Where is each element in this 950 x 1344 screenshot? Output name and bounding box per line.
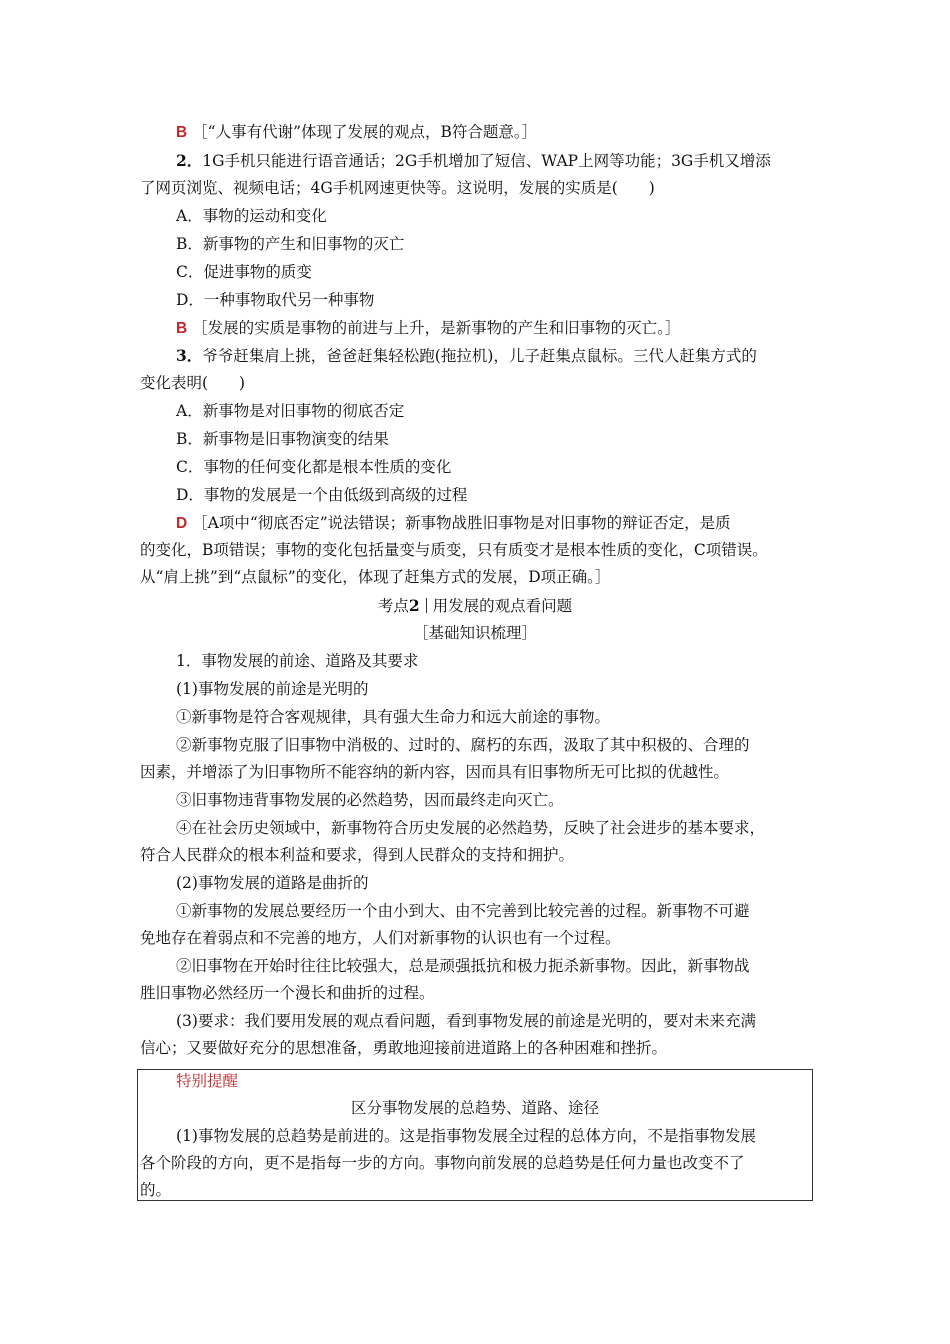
q2-option-b: B．新事物的产生和旧事物的灭亡 bbox=[176, 235, 405, 253]
q3-option-b: B．新事物是旧事物演变的结果 bbox=[176, 430, 389, 448]
paragraph-2-line1: ②新事物克服了旧事物中消极的、过时的、腐朽的东西，汲取了其中积极的、合理的 bbox=[176, 736, 750, 754]
q3-answer-line3: 从“肩上挑”到“点鼠标”的变化，体现了赶集方式的发展，D项正确。］ bbox=[140, 568, 611, 586]
section-subtitle: ［基础知识梳理］ bbox=[412, 624, 537, 642]
q3-stem-line1 bbox=[176, 346, 757, 366]
q1-answer-line bbox=[176, 122, 537, 143]
heading-1: 1．事物发展的前途、道路及其要求 bbox=[176, 652, 419, 670]
paragraph-5-line1: ①新事物的发展总要经历一个由小到大、由不完善到比较完善的过程。新事物不可避 bbox=[176, 902, 750, 920]
q2-answer-line bbox=[176, 318, 680, 339]
paragraph-4-line1: ④在社会历史领域中，新事物符合历史发展的必然趋势，反映了社会进步的基本要求， bbox=[176, 819, 766, 837]
paragraph-7-line2: 信心；又要做好充分的思想准备，勇敢地迎接前进道路上的各种困难和挫折。 bbox=[140, 1039, 668, 1057]
answer-explanation: ［A项中“彻底否定”说法错误；新事物战胜旧事物是对旧事物的辩证否定，是质 bbox=[192, 514, 731, 532]
special-reminder-line1: (1)事物发展的总趋势是前进的。这是指事物发展全过程的总体方向，不是指事物发展 bbox=[176, 1127, 756, 1145]
paragraph-5-line2: 免地存在着弱点和不完善的地方，人们对新事物的认识也有一个过程。 bbox=[140, 929, 621, 947]
paragraph-6-line1: ②旧事物在开始时往往比较强大，总是顽强抵抗和极力扼杀新事物。因此，新事物战 bbox=[176, 957, 750, 975]
answer-explanation: ［“人事有代谢”体现了发展的观点，B符合题意。］ bbox=[192, 123, 538, 141]
answer-letter: D bbox=[176, 515, 188, 532]
paragraph-3: ③旧事物违背事物发展的必然趋势，因而最终走向灭亡。 bbox=[176, 791, 564, 809]
stem-text: 1G手机只能进行语音通话；2G手机增加了短信、WAP上网等功能；3G手机又增添 bbox=[202, 152, 771, 170]
section-number: 2 bbox=[408, 596, 420, 615]
special-reminder-line2: 各个阶段的方向，更不是指每一步的方向。事物向前发展的总趋势是任何力量也改变不了 bbox=[140, 1154, 745, 1172]
special-reminder-heading: 区分事物发展的总趋势、道路、途径 bbox=[350, 1099, 599, 1117]
answer-explanation: ［发展的实质是事物的前进与上升，是新事物的产生和旧事物的灭亡。］ bbox=[192, 319, 681, 337]
section-title: 用发展的观点看问题 bbox=[432, 597, 573, 615]
heading-1-1: (1)事物发展的前途是光明的 bbox=[176, 680, 369, 698]
paragraph-4-line2: 符合人民群众的根本利益和要求，得到人民群众的支持和拥护。 bbox=[140, 846, 575, 864]
special-reminder-line3: 的。 bbox=[140, 1181, 172, 1199]
q2-stem-line1 bbox=[176, 151, 771, 171]
q3-option-d: D．事物的发展是一个由低级到高级的过程 bbox=[176, 486, 468, 504]
q3-option-a: A．新事物是对旧事物的彻底否定 bbox=[176, 402, 405, 420]
q3-answer-line2: 的变化，B项错误；事物的变化包括量变与质变，只有质变才是根本性质的变化，C项错误。 bbox=[140, 541, 768, 559]
paragraph-6-line2: 胜旧事物必然经历一个漫长和曲折的过程。 bbox=[140, 984, 435, 1002]
q3-option-c: C．事物的任何变化都是根本性质的变化 bbox=[176, 458, 452, 476]
q2-option-d: D．一种事物取代另一种事物 bbox=[176, 291, 375, 309]
heading-1-2: (2)事物发展的道路是曲折的 bbox=[176, 874, 369, 892]
q3-answer-line1 bbox=[176, 513, 731, 534]
paragraph-7-line1: (3)要求：我们要用发展的观点看问题，看到事物发展的前途是光明的，要对未来充满 bbox=[176, 1012, 756, 1030]
paragraph-2-line2: 因素，并增添了为旧事物所不能容纳的新内容，因而具有旧事物所无可比拟的优越性。 bbox=[140, 763, 730, 781]
section-header bbox=[0, 596, 950, 616]
answer-letter: B bbox=[176, 124, 188, 141]
question-number: 3． bbox=[176, 346, 203, 365]
section-divider bbox=[426, 598, 427, 613]
question-number: 2． bbox=[176, 151, 203, 170]
q2-option-c: C．促进事物的质变 bbox=[176, 263, 312, 281]
paragraph-1: ①新事物是符合客观规律，具有强大生命力和远大前途的事物。 bbox=[176, 708, 611, 726]
stem-text: 爷爷赶集肩上挑，爸爸赶集轻松跑(拖拉机)，儿子赶集点鼠标。三代人赶集方式的 bbox=[202, 347, 757, 365]
q2-option-a: A．事物的运动和变化 bbox=[176, 207, 327, 225]
q2-stem-line2: 了网页浏览、视频电话；4G手机网速更快等。这说明，发展的实质是( ) bbox=[140, 179, 655, 197]
special-reminder-label: 特别提醒 bbox=[176, 1072, 239, 1090]
answer-letter: B bbox=[176, 320, 188, 337]
section-label: 考点 bbox=[377, 597, 409, 615]
q3-stem-line2: 变化表明( ) bbox=[140, 374, 246, 392]
